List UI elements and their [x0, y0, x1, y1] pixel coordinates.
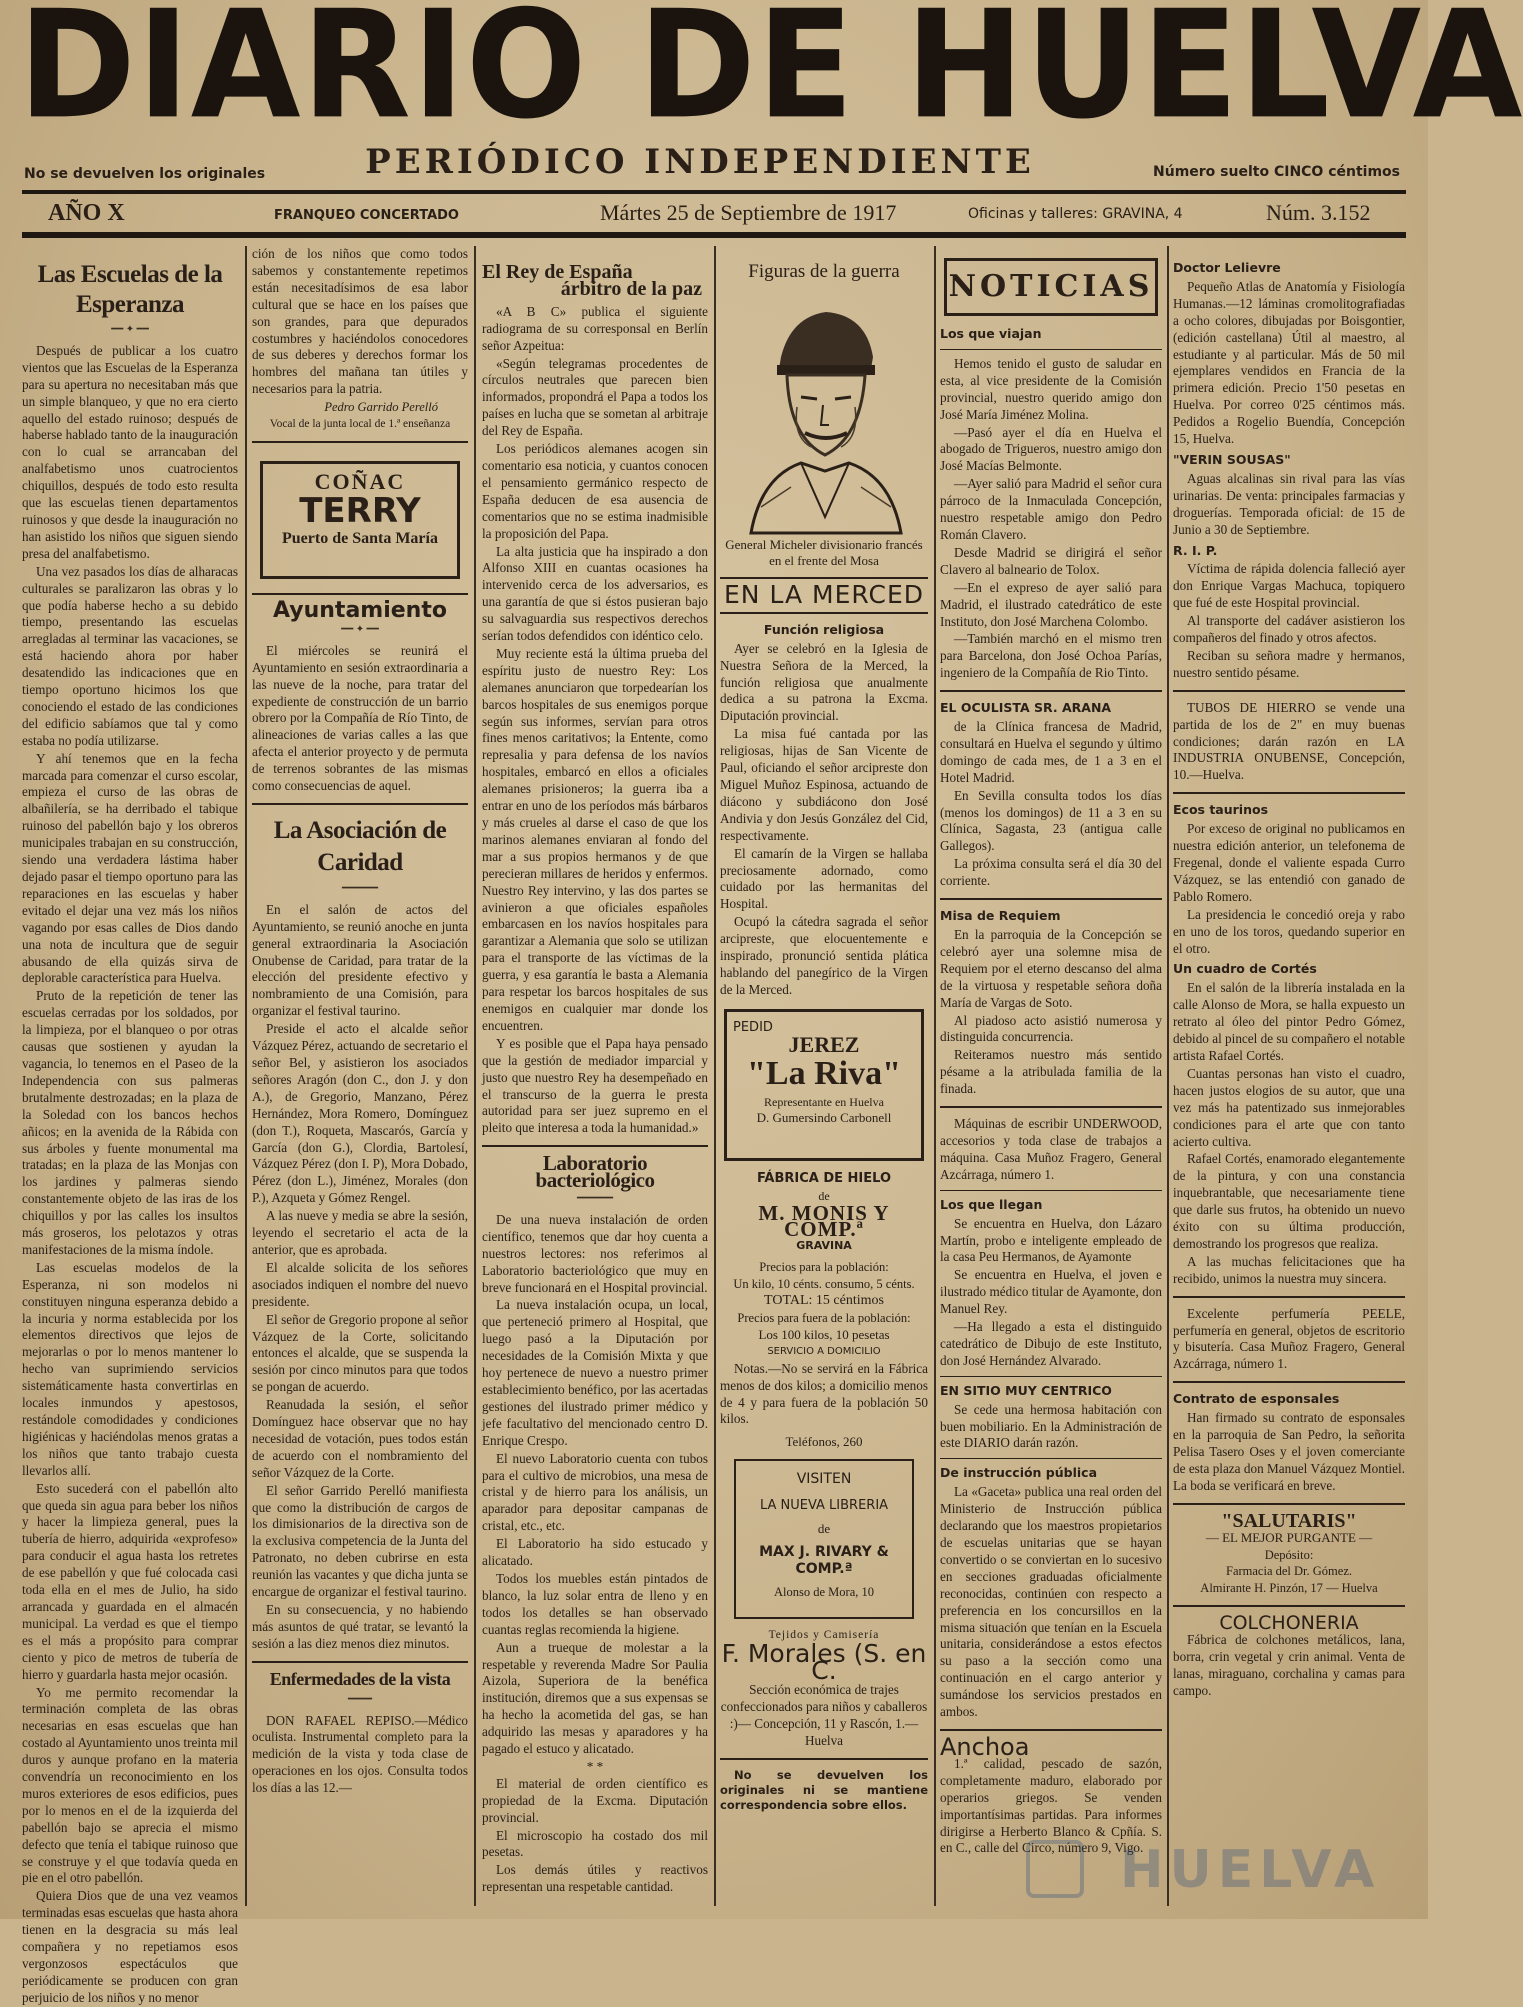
paragraph: —En el expreso de ayer salió para Madrid, el ilustrado catedrático de este Instituto, don José Marchena Colombo. — [940, 579, 1162, 629]
paragraph: Notas.—No se servirá en la Fábrica menos de dos kilos; a domicilio menos de 4 y para fuera de la población 50 kilos. — [720, 1360, 928, 1427]
paragraph: Los periódicos alemanes acogen sin comentario esa noticia, y cuantos conocen el pensamiento germánico respecto de España deducen de esa ausencia de comentarios que no se estima inadmisible la proposición del Papa. — [482, 441, 708, 541]
divider — [22, 232, 1406, 238]
issue-date: Mártes 25 de Septiembre de 1917 — [600, 200, 897, 225]
divider — [252, 441, 468, 443]
paragraph: Los demás útiles y reactivos representan una respetable cantidad. — [482, 1862, 708, 1895]
column-escuelas — [22, 246, 238, 2005]
ad-brand: "La Riva" — [747, 1054, 901, 1092]
offices-label: Oficinas y talleres: GRAVINA, 4 — [968, 206, 1183, 222]
ad-line: FÁBRICA DE HIELO — [757, 1170, 891, 1186]
divider — [720, 1758, 928, 1760]
ad-brand: Anchoa — [940, 1732, 1030, 1761]
paragraph: De una nueva instalación de orden científico, tenemos que dar hoy cuenta a nuestros lectores: nos referimos al Laboratorio bacteriológico que muy en breve funcionará en el Hospital provincial. — [482, 1211, 708, 1295]
ad-line: de — [817, 1521, 831, 1537]
divider — [940, 690, 1162, 692]
ad-line: SERVICIO A DOMICILIO — [767, 1345, 881, 1357]
paragraph: DON RAFAEL REPISO.—Médico oculista. Instrumental completo para la medición de la vista y toda clase de operaciones en los ojos. Consulta todos los días a las 12.— — [252, 1712, 468, 1796]
ad-line: Depósito: — [1264, 1547, 1314, 1562]
paragraph: No se devuelven los originales ni se mantiene correspondencia sobre ellos. — [720, 1767, 928, 1812]
paragraph: Al transporte del cadáver asistieron los compañeros del finado y otros afectos. — [1173, 613, 1405, 646]
divider — [22, 190, 1406, 194]
paragraph: El miércoles se reunirá el Ayuntamiento en sesión extraordinaria a las nueve de la noche, para tratar del expediente de construcción de un barrio obrero por la Compañía de Río Tinto, de alineaciones de varias calles a las que afecta el anterior proyecto y de permuta de terrenos sobrantes de las mismas como consecuencias de aquel. — [252, 642, 468, 794]
subheading: EL OCULISTA SR. ARANA — [940, 700, 1112, 716]
paragraph: La presidencia le concedió oreja y rabo en uno de los toros, quedando superior en el otro. — [1173, 906, 1405, 956]
ad-brand: M. MONIS Y COMP.ª — [758, 1200, 890, 1242]
section-title: La Asociación de Caridad — [273, 816, 447, 876]
shield-icon — [1026, 1840, 1084, 1898]
archive-watermark — [1020, 1836, 1420, 1906]
ad-line: Representante en Huelva — [764, 1094, 884, 1109]
column-ayuntamiento — [252, 246, 468, 1911]
paragraph: La misa fué cantada por las religiosas, hijas de San Vicente de Paul, oficiando el señor arcipreste don Miguel Muñoz Espinosa, actuando de diácono y subdiácono don José Andivia y don Jesús González del Cid, respectivamente. — [720, 726, 928, 843]
subheading: Doctor Lelievre — [1173, 260, 1281, 275]
paragraph: La nueva instalación ocupa, un local, que perteneció primero al Hospital, que luego pasó a la Diputación por necesidades de la Comisión Mixta y que hoy pertenece de nuevo a nuestro primer establecimiento benéfico, por las acertadas gestiones del ilustrado primer médico y jefe facultativo del mencionado centro D. Enrique Crespo. — [482, 1297, 708, 1448]
divider — [940, 1458, 1162, 1459]
article-title: El Rey de España — [482, 261, 633, 283]
paragraph: Después de publicar a los cuatro vientos que las Escuelas de la Esperanza para su apertura no necesitaban más que un simple blanqueo, y que no era cierto aquello del estado ruinoso; después de haberse hablado tanto de la inauguración con lo cual se arrancaban del analfabetismo unos cuatrocientos chiquillos, después de todo esto resulta que las escuelas tienen departamentos ruinosos y que desde la inauguración no han asistido los niños que siguen siendo presa del analfabetismo. — [22, 342, 238, 561]
ad-line: PEDID — [733, 1019, 773, 1035]
column-rule — [934, 246, 936, 1906]
paragraph: La «Gaceta» publica una real orden del Ministerio de Instrucción pública declarando que los maestros propietarios de escuelas unitarias que se hayan convertido o se conviertan en lo sucesivo en secciones graduadas oficialmente reconocidas, continúen con respecto a preferencia en los concursillos en la misma situación que tenían en la Escuela unitaria, considerándose a estos efectos su paso a la sección como una continuación en el cargo anterior y sumándose los servicios prestados en ambos. — [940, 1484, 1162, 1720]
column-noticias — [940, 246, 1162, 1911]
ad-line: Precios para la población: — [759, 1260, 889, 1275]
paragraph: «A B C» publica el siguiente radiograma de su corresponsal en Berlín señor Azpeitua: — [482, 303, 708, 353]
paragraph: Al piadoso acto asistió numerosa y distinguida concurrencia. — [940, 1012, 1162, 1045]
paragraph: Y ahí tenemos que en la fecha marcada para comenzar el curso escolar, empieza el curso de las obras de albañilería, se ha derribado el tabique ruinoso del pabellón bajo y los obreros municipales trabajan en su construcción, siendo una verdadera lástima haber dejado pasar el tiempo oportuno para las reparaciones en las escuelas y haber evitado el dejar una vez más los niños vagando por esas calles de Dios dando una nota de incultura que de seguir abusando de ella quizás sirva de deplorable característica para Huelva. — [22, 750, 238, 986]
divider — [940, 1729, 1162, 1731]
ad-line: GRAVINA — [796, 1239, 852, 1253]
ad-brand: MAX J. RIVARY & COMP.ª — [759, 1543, 889, 1577]
paragraph: Se encuentra en Huelva, el joven e ilustrado médico titular de Ayamonte, don Manuel Rey. — [940, 1267, 1162, 1317]
paragraph: Por exceso de original no publicamos en nuestra edición anterior, un telefonema de Fregenal, donde el valiente espada Curro Vázquez, se las entendió con ganado de Pablo Romero. — [1173, 821, 1405, 904]
ad-brand: COLCHONERIA — [1219, 1612, 1359, 1635]
ad-line: Tejidos y Camisería — [768, 1629, 880, 1642]
ad-brand: TERRY — [299, 490, 421, 531]
paragraph: En Sevilla consulta todos los días (menos los domingos) de 11 a 3 en su Clínica, Sagasta, 23 (antigua calle Gallegos). — [940, 787, 1162, 854]
column-rule — [245, 246, 247, 1906]
year-label: AÑO X — [48, 200, 125, 226]
paragraph: —Pasó ayer el día en Huelva el abogado de Trigueros, nuestro amigo don José Macías Belmonte. — [940, 424, 1162, 474]
paragraph: Sección económica de trajes confeccionados para niños y caballeros :)— Concepción, 11 y Rascón, 1.—Huelva — [720, 1681, 928, 1748]
franqueo-label: FRANQUEO CONCERTADO — [274, 208, 459, 223]
paragraph: —También marchó en el mismo tren para Barcelona, don José Ochoa Parías, ingeniero de la Compañía de Rio Tinto. — [940, 631, 1162, 681]
column-rey — [482, 246, 708, 1911]
ad-line: COÑAC — [314, 468, 406, 494]
issue-number: Núm. 3.152 — [1266, 200, 1371, 225]
bookshop-ad — [734, 1459, 914, 1619]
ad-brand: F. Morales (S. en C. — [721, 1639, 927, 1686]
subheading: "VERIN SOUSAS" — [1173, 451, 1291, 467]
section-title: Laboratorio bacteriológico — [535, 1151, 655, 1193]
divider — [1173, 690, 1405, 692]
masthead-title: DIARIO DE HUELVA — [18, 0, 1523, 153]
ad-line: D. Gumersindo Carbonell — [756, 1110, 892, 1126]
ad-line: VISITEN — [796, 1471, 852, 1488]
subheading: R. I. P. — [1173, 542, 1218, 558]
ad-line: LA NUEVA LIBRERIA — [759, 1498, 889, 1514]
paragraph: Todos los muebles están pintados de blanco, la luz solar entra de lleno y en todos los detalles se han observado cuantas reglas recomienda la higiene. — [482, 1570, 708, 1637]
ornament: * * — [586, 1758, 604, 1774]
divider — [940, 1376, 1162, 1377]
paragraph: Reanudada la sesión, el señor Domínguez hace observar que no hay necesidad de votación, pues todos están de acuerdo con el nombramiento del señor Vázquez de la Corte. — [252, 1397, 468, 1480]
dateline — [0, 200, 1428, 230]
subheading: Los que llegan — [940, 1196, 1043, 1212]
divider — [252, 803, 468, 805]
divider — [720, 577, 928, 579]
paragraph: Se cede una hermosa habitación con buen mobiliario. En la Administración de este DIARIO darán razón. — [940, 1401, 1162, 1451]
paragraph: Aun a trueque de molestar a la respetable y reverenda Madre Sor Paulia Aizola, Superiora de la benéfica institución, diremos que a sus expensas se ha hecho la acometida del gas, se han adquirido las mesas y aparadores y ha pagado el estuco y alicatado. — [482, 1639, 708, 1757]
column-rule — [474, 246, 476, 1906]
paragraph: Quiera Dios que de una vez veamos terminadas esas escuelas que hasta ahora tienen en la desgracia su más leal compañera y no repetiamos esos vergonzosos espectáculos que periódicamente se producen con gran perjuicio de los niños y no menor — [22, 1888, 238, 2005]
ad-line: Puerto de Santa María — [282, 529, 438, 547]
paragraph: Yo me permito recomendar la terminación completa de las obras necesarias en esas escuelas que han costado al Ayuntamiento unos treinta mil duros y aunque profano en la materia convendría un reconocimiento en los muros exteriores de esos edificios, pues por lo menos en el de la izquierda del pabellón bajo se aprecia el mismo defecto que tenía el tabique ruinoso que se construye y el que todavía queda en pie en el otro pabellón. — [22, 1684, 238, 1886]
subheading: Función religiosa — [763, 621, 885, 637]
paragraph: Muy reciente está la última prueba del espíritu justo de nuestro Rey: Los alemanes anunciaron que torpedearían los barcos hospitales de sus enemigos porque según sus informes, servían para otros fines menos caritativos; la Entente, como represalia y para defensa de los navíos hospitales, embarcó en ellos a oficiales alemanes prisioneros; la guerra iba a entrar en uno de los períodos más bárbaros y más crueles al darse el caso de que los marinos alemanes enviaran al fondo del mar a sus propios hermanos y de que perecieran millares de heridos y enfermos. Nuestro Rey intervino, y las dos partes se avinieron a que oficiales españoles embarcasen en los navíos hospitales para garantizar a Alemania que solo se utilizan para el transporte de las víctimas de la guerra, y esa garantía le basta a Alemania para respetar los barcos hospitales de sus enemigos en cualquier mar donde los encuentren. — [482, 645, 708, 1033]
paragraph: Reciban su señora madre y hermanos, nuestro sentido pésame. — [1173, 647, 1405, 680]
paragraph: Rafael Cortés, enamorado elegantemente de la pintura, y con una constancia inquebrantable, que necesariamente tiene que darle sus frutos, ha obtenido un nuevo éxito con su última producción, demostrando los progresos que realiza. — [1173, 1151, 1405, 1251]
paragraph: El señor de Gregorio propone al señor Vázquez de la Corte, solicitando entonces el alcalde, que se suspenda la sesión por cinco minutos para que todos se pongan de acuerdo. — [252, 1311, 468, 1395]
column-merced — [720, 246, 928, 1911]
paragraph: Máquinas de escribir UNDERWOOD, accesorios y toda clase de trabajos a máquina. Casa Muñoz Fragero, General Azcárraga, número 1. — [940, 1116, 1162, 1182]
feature-title: Figuras de la guerra — [748, 261, 900, 282]
ad-line: JEREZ — [788, 1031, 860, 1057]
paragraph: TUBOS DE HIERRO se vende una partida de los de 2" en muy buenas condiciones; darán razón en LA INDUSTRIA ONUBENSE, Concepción, 10.—Huelva. — [1173, 699, 1405, 783]
signature-role: Vocal de la junta local de 1.ª enseñanza — [269, 418, 451, 431]
paragraph: Preside el acto el alcalde señor Vázquez Pérez, actuando de secretario el señor Bel, y asistieron los asociados señores Aragón (don C., don J. y don A.), de Gregorio, Manzano, Pérez Hernández, Mora Romero, Domínguez (don T.), Roqueta, Mascarós, García y García (don G.), Clordia, Bartolesí, Vázquez Pérez (don I. P), Mora Dobado, Pérez (don L.), Jiménez, Morales (don P.), Azqueta y Gómez Rengel. — [252, 1021, 469, 1206]
portrait-caption: General Micheler divisionario francés en el frente del Mosa — [725, 536, 923, 568]
watermark-text: HUELVA — [1120, 1840, 1381, 1900]
paragraph: Aguas alcalinas sin rival para las vías urinarias. De venta: principales farmacias y droguerías. Temporada oficial: de 15 de Junio a 30 de Septiembre. — [1173, 470, 1405, 537]
paragraph: El señor Garrido Perelló manifiesta que como la distribución de cargos de los dimisionarios de la directiva son de la exclusiva competencia de la Junta del Patronato, no deben cubrirse en esta reunión las vacantes y que dicha junta se encargue de organizar el festival taurino. — [252, 1482, 468, 1600]
general-portrait-image — [731, 287, 917, 533]
divider — [940, 1190, 1162, 1191]
section-title: EN LA MERCED — [724, 579, 924, 609]
subheading: Ecos taurinos — [1173, 802, 1269, 818]
ad-line: Teléfonos, 260 — [785, 1434, 863, 1450]
paragraph: La próxima consulta será el día 30 del corriente. — [940, 856, 1162, 889]
paragraph: En el salón de la librería instalada en la calle Alonso de Mora, se halla expuesto un retrato al óleo del pintor Pedro Gómez, debido al pincel de su compañero el notable artista Rafael Cortés. — [1173, 980, 1405, 1063]
ad-line: Los 100 kilos, 10 pesetas — [758, 1326, 890, 1342]
divider — [1173, 1605, 1405, 1607]
paragraph: Y es posible que el Papa haya pensado que la gestión de mediador imparcial y justo que nuestro Rey ha desempeñado en el transcurso de la guerra le presta autoridad para ser juez supremo en el pleito que interesa a toda la humanidad.» — [482, 1035, 708, 1136]
paragraph: —Ayer salió para Madrid el señor cura párroco de la Inmaculada Concepción, nuestro respetable amigo don Pedro Román Clavero. — [940, 476, 1162, 542]
ad-line: Precios para fuera de la población: — [737, 1311, 911, 1325]
ad-line: — EL MEJOR PURGANTE — — [1205, 1529, 1373, 1545]
divider — [1173, 792, 1405, 794]
ad-line: TOTAL: 15 céntimos — [764, 1293, 884, 1309]
ornament: ━━ ✦ ━━ — [341, 623, 379, 635]
paragraph: En la parroquia de la Concepción se celebró ayer una solemne misa de Requiem por el eterno descanso del alma de la virtuosa y respetable señora doña María de Vargas de Soto. — [940, 927, 1162, 1010]
column-rule — [1167, 246, 1169, 1906]
ornament: ━━ ✦ ━━ — [111, 324, 149, 335]
paragraph: Reiteramos nuestro más sentido pésame a la atribulada familia de la finada. — [940, 1047, 1162, 1097]
masthead-subtitle: PERIÓDICO INDEPENDIENTE — [365, 142, 1035, 182]
subheading: EN SITIO MUY CENTRICO — [940, 1382, 1112, 1398]
paragraph: El microscopio ha costado dos mil pesetas. — [482, 1827, 708, 1860]
section-title: Enfermedades de la vista — [269, 1668, 451, 1689]
signature: Pedro Garrido Perelló — [324, 400, 438, 415]
terry-ad — [260, 461, 460, 579]
divider — [252, 1661, 468, 1663]
ad-line: Alonso de Mora, 10 — [774, 1584, 874, 1599]
divider — [720, 612, 928, 614]
paragraph: Fábrica de colchones metálicos, lana, borra, crin vegetal y crin animal. Venta de lanas, miraguano, corchalina y camas para campo. — [1173, 1632, 1405, 1698]
paragraph: Ayer se celebró en la Iglesia de Nuestra Señora de la Merced, la función religiosa que anualmente dedica a su patrona la Excma. Diputación provincial. — [720, 640, 928, 724]
divider — [940, 1106, 1162, 1108]
ad-brand: "SALUTARIS" — [1221, 1509, 1357, 1532]
paragraph: A las nueve y media se abre la sesión, leyendo el secretario el acta de la anterior, que es aprobada. — [252, 1208, 468, 1257]
paragraph: A las muchas felicitaciones que ha recibido, unimos la nuestra muy sincera. — [1173, 1253, 1405, 1286]
divider — [1173, 1296, 1405, 1298]
paragraph: El material de orden científico es propiedad de la Excma. Diputación provincial. — [482, 1775, 708, 1825]
article-title: Las Escuelas de la Esperanza — [37, 261, 223, 318]
paragraph: Una vez pasados los días de alharacas culturales se paralizaron las obras y lo que podía haberse hecho a su debido tiempo, presentando las escuelas arregladas al terminar las vacaciones, se está haciendo ahora por haber desatendido las indicaciones que en tiempo oportuno hicimos los que conociendo el estado de las condiciones del edificio sabíamos que tal y como estaba no podía utilizarse. — [22, 563, 238, 748]
paragraph: Ocupó la cátedra sagrada el señor arcipreste, que elocuentemente e inspirado, pronunció sentida plática hablando del panegírico de la Virgen de la Merced. — [720, 914, 928, 997]
column-anuncios — [1173, 246, 1405, 1911]
paragraph: En el salón de actos del Ayuntamiento, se reunió anoche en junta general extraordinaria la Asociación Onubense de Caridad, para tratar de la elección del presidente efectivo y nombramiento de una Comisión, para organizar el festival taurino. — [252, 901, 468, 1019]
ornament: ━━━━━━ — [576, 1193, 614, 1205]
paragraph: de la Clínica francesa de Madrid, consultará en Huelva el segundo y último domingo de cada mes, de 1 a 3 en el Hotel Madrid. — [940, 719, 1162, 785]
subheading: De instrucción pública — [940, 1465, 1098, 1481]
ornament: ━━━━━━ — [341, 882, 379, 894]
paragraph: 1.ª calidad, pescado de sazón, completamente maduro, elaborado por operarios griegos. Se venden importantísimas partidas. Para informes dirigirse a Herberto Blanco & Cpñía. S. en C., calle del Circo, número 9, Vigo. — [940, 1755, 1162, 1856]
paragraph: El alcalde solicita de los señores asociados indiquen el nombre del nuevo presidente. — [252, 1259, 468, 1309]
paragraph: Las escuelas modelos de la Esperanza, ni son modelos ni constituyen ninguna esperanza debido a la incuria y norma establecida por los elementos directivos que lejos de mejorarlas o por lo menos mantener lo hecho van suprimiendo servicios sistemáticamente hasta convertirlas en locales inmundos y apestosos, restándole comodidades y condiciones higiénicas y haciéndolas menos gratas a los niños que tanto trabajo cuesta llevarlos allí. — [22, 1259, 238, 1478]
divider — [252, 593, 468, 595]
section-title: Ayuntamiento — [273, 597, 447, 623]
subheading: Un cuadro de Cortés — [1173, 961, 1317, 977]
paragraph: Excelente perfumería PEELE, perfumería en general, objetos de escritorio y bisutería. Casa Muñoz Fragero, General Azcárraga, número 1. — [1173, 1305, 1405, 1372]
paragraph: Desde Madrid se dirigirá el señor Clavero al balneario de Tolox. — [940, 544, 1162, 577]
paragraph: Esto sucederá con el pabellón alto que queda sin agua para beber los niños y hacer la limpieza general, pues la tubería de hierro, adquirida «exprofeso» para conducir el agua hasta los retretes de ese pabellón y que fué colocada casi toda ella en el mes de Julio, ha sido arrancada y guardada en el almacén municipal. La verdad es que el tiempo es el más a propósito para comprar ciento y pico de metros de tubería de hierro y guardarla hasta mejor ocasión. — [22, 1480, 238, 1682]
returns-note: No se devuelven los originales — [24, 166, 266, 182]
divider — [1173, 1503, 1405, 1505]
ornament: ━━━━ — [347, 1693, 373, 1705]
ad-line: Almirante H. Pinzón, 17 — Huelva — [1200, 1581, 1378, 1596]
paragraph: Víctima de rápida dolencia falleció ayer don Enrique Vargas Machuca, topiquero que fué de este Hospital provincial. — [1173, 561, 1405, 611]
paragraph: —Ha llegado a esta el distinguido catedrático de Dibujo de este Instituto, don José Hernández Alvarado. — [940, 1319, 1162, 1368]
paragraph: El Laboratorio ha sido estucado y alicatado. — [482, 1536, 708, 1569]
column-rule — [714, 246, 716, 1906]
divider — [940, 349, 1162, 350]
la-riva-ad — [724, 1009, 924, 1161]
divider — [1173, 1381, 1405, 1383]
paragraph: «Según telegramas procedentes de círculos neutrales que parecen bien informados, propondrá el Papa a todos los países en lucha que se sometan al arbitraje del Rey de España. — [482, 355, 708, 439]
divider — [940, 898, 1162, 900]
ad-line: de — [818, 1188, 830, 1203]
paragraph: Pequeño Atlas de Anatomía y Fisiología Humanas.—12 láminas cromolitografiadas a ocho colores, dibujadas por Boisgontier, (edición castellana) Útil al maestro, al estudiante y al particular. Más de 50 mil ejemplares vendidos en Francia de la primera edición. Precio 1'50 pesetas en Huelva. Por correo 0'25 céntimos más. Pedidos a Rogelio Buendía, Concepción 15, Huelva. — [1173, 278, 1405, 447]
paragraph: ción de los niños que como todos sabemos y constantemente repetimos están necesitadísimos de esa labor cultural que se hace en los países que son grandes, para que depurados costumbres y haciéndolos conocedores de sus deberes y derechos formar los hombres del mañana tan útiles y necesarios para la patria. — [252, 246, 468, 397]
article-title: árbitro de la paz — [560, 277, 702, 300]
paragraph: Hemos tenido el gusto de saludar en esta, al vice presidente de la Comisión provincial, nuestro querido amigo don José María Jiménez Molina. — [940, 355, 1162, 422]
paragraph: Se encuentra en Huelva, don Lázaro Martín, probo e inteligente empleado de la casa Peu Hermanos, de Ayamonte — [940, 1215, 1162, 1265]
subheading: Los que viajan — [940, 326, 1042, 341]
section-title: NOTICIAS — [944, 258, 1158, 316]
paragraph: Pruto de la repetición de tener las escuelas cerradas por los soldados, por la limpieza, por el blanqueo o por otras causas que sostienen y ayudan la vagancia, lo tenemos en el Paseo de la Independencia con sus palmeras brutalmente destrozadas; en la plaza de la Soledad con los bancos hechos añicos; en la avenida de la Rábida con sus árboles y fuente monumental ma tratadas; en la plaza de las Monjas con los jardines y palmeras siendo constantemente objeto de las iras de los chiquillos y por las calles los insultos más groseros, los pelotazos y otras manifestaciones de la misma índole. — [22, 988, 238, 1257]
ice-factory-ad — [720, 1171, 928, 1452]
paragraph: La alta justicia que ha inspirado a don Alfonso XIII en cuantas ocasiones ha intervenido cerca de los adversarios, es una garantía de que si éstos pusieran bajo su salvaguardia sus respectivos derechos serían todos defendidos con idéntico celo. — [482, 543, 708, 644]
paragraph: Han firmado su contrato de esponsales en la parroquia de San Pedro, la señorita Pelisa Tasero Oses y el joven comerciante de esta plaza don Manuel Vázquez Montiel. La boda se verificará en breve. — [1173, 1410, 1405, 1493]
paragraph: En su consecuencia, y no habiendo más asuntos de qué tratar, se levantó la sesión a las diez menos diez minutos. — [252, 1602, 468, 1651]
price-note: Número suelto CINCO céntimos — [1153, 164, 1400, 180]
divider — [482, 1145, 708, 1147]
paragraph: El nuevo Laboratorio cuenta con tubos para el cultivo de microbios, una mesa de cristal y de hierro para los análisis, un aparador para depositar campanas de cristal, etc., etc. — [482, 1450, 708, 1534]
subheading: Contrato de esponsales — [1173, 1391, 1340, 1407]
paragraph: Cuantas personas han visto el cuadro, hacen justos elogios de su autor, que una vez más ha patentizado sus inmejorables condiciones para el arte que con tanto acierto cultiva. — [1173, 1065, 1405, 1149]
ad-line: Farmacia del Dr. Gómez. — [1226, 1564, 1352, 1579]
paragraph: El camarín de la Virgen se hallaba preciosamente adornado, como cuidado por las hermanitas del Hospital. — [720, 845, 928, 912]
subheading: Misa de Requiem — [940, 908, 1061, 924]
ad-line: Un kilo, 10 cénts. consumo, 5 cénts. — [733, 1277, 915, 1292]
